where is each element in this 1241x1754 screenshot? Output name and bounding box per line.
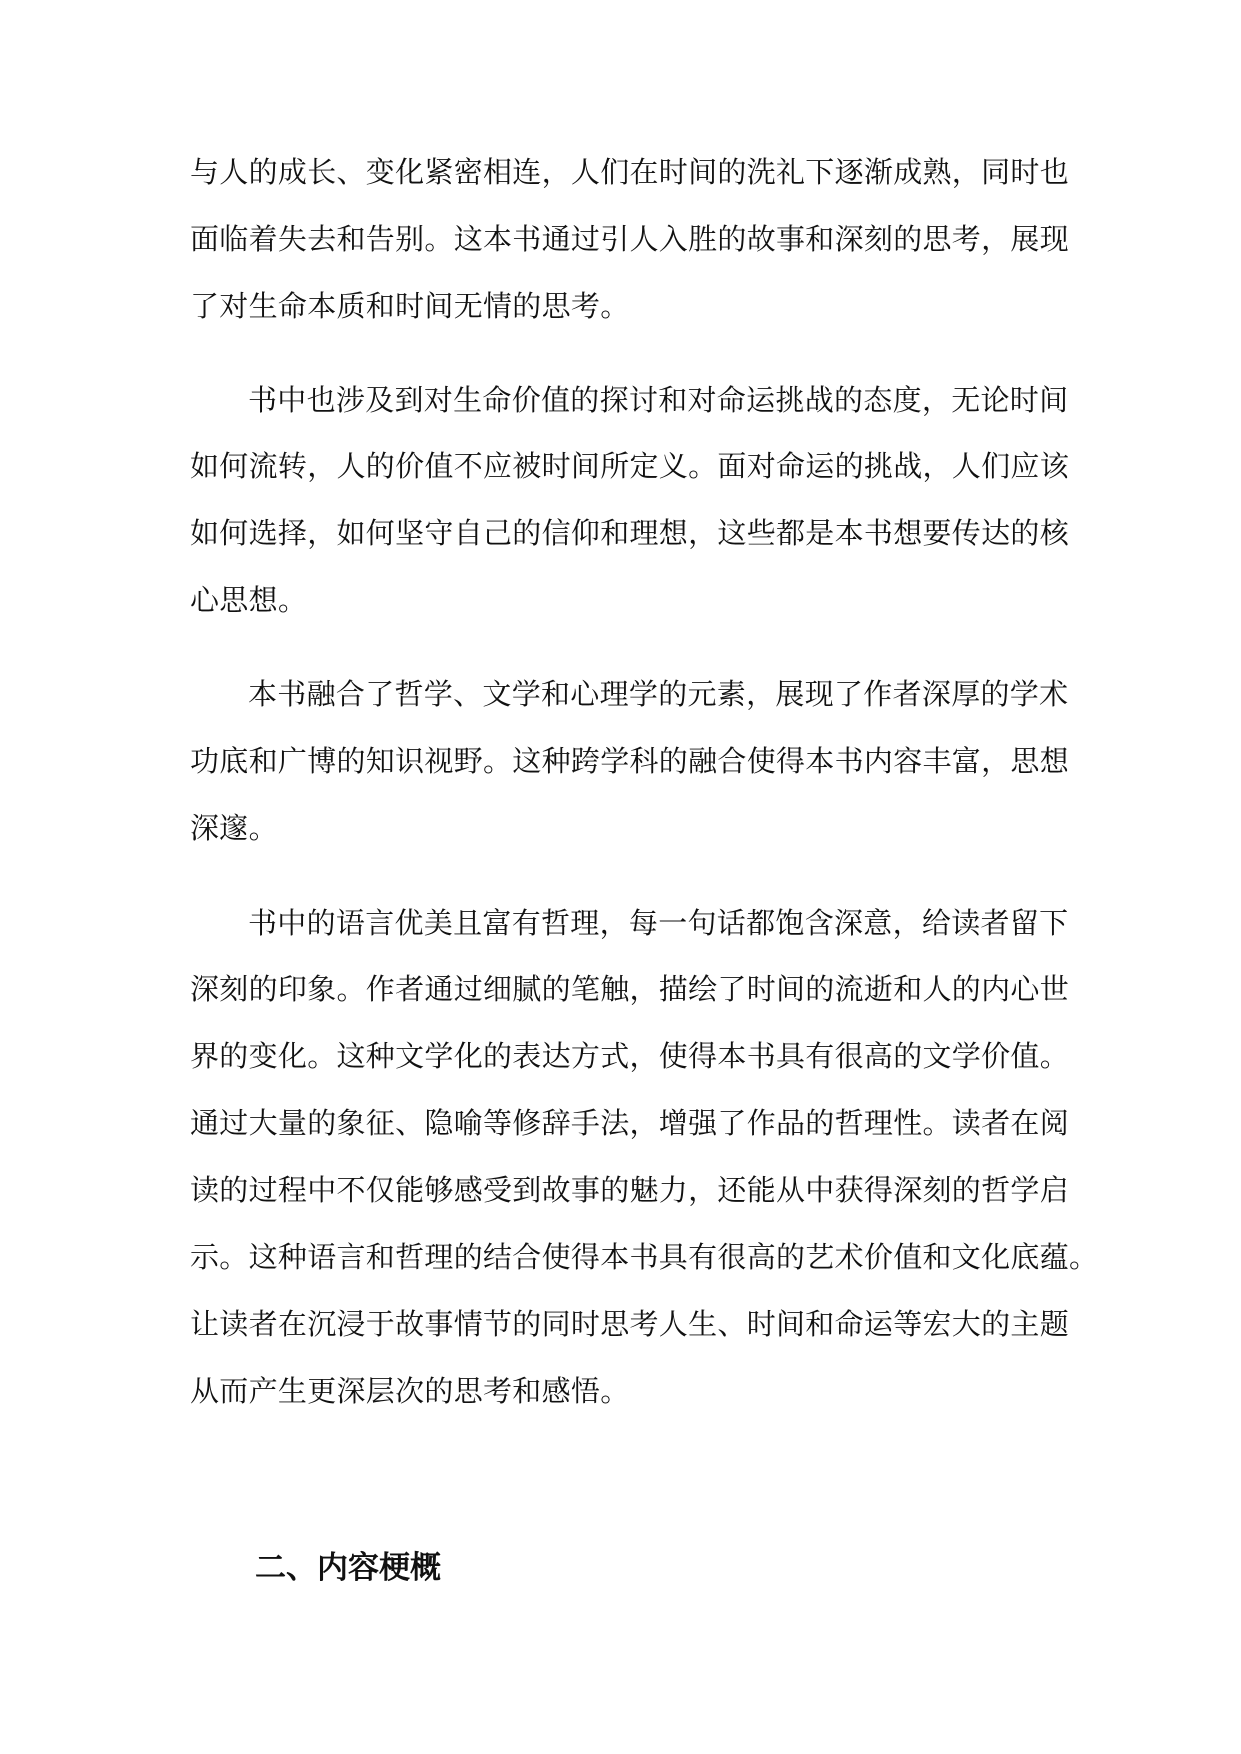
paragraph-2-line-3: 如何选择，如何坚守自己的信仰和理想，这些都是本书想要传达的核 bbox=[190, 516, 1070, 550]
paragraph-3-line-2: 功底和广博的知识视野。这种跨学科的融合使得本书内容丰富，思想 bbox=[190, 744, 1070, 778]
paragraph-2-line-4: 心思想。 bbox=[190, 583, 308, 617]
paragraph-2-line-2: 如何流转，人的价值不应被时间所定义。面对命运的挑战，人们应该 bbox=[190, 449, 1070, 483]
paragraph-4-line-6: 示。这种语言和哲理的结合使得本书具有很高的艺术价值和文化底蕴。 bbox=[190, 1240, 1099, 1274]
paragraph-4-line-8: 从而产生更深层次的思考和感悟。 bbox=[190, 1374, 630, 1408]
section-heading: 二、内容梗概 bbox=[255, 1550, 441, 1586]
paragraph-4-line-4: 通过大量的象征、隐喻等修辞手法，增强了作品的哲理性。读者在阅 bbox=[190, 1106, 1070, 1140]
paragraph-1-line-3: 了对生命本质和时间无情的思考。 bbox=[190, 289, 630, 323]
paragraph-1-line-2: 面临着失去和告别。这本书通过引人入胜的故事和深刻的思考，展现 bbox=[190, 222, 1070, 256]
paragraph-2-line-1: 书中也涉及到对生命价值的探讨和对命运挑战的态度，无论时间 bbox=[248, 383, 1069, 417]
paragraph-4-line-2: 深刻的印象。作者通过细腻的笔触，描绘了时间的流逝和人的内心世 bbox=[190, 972, 1070, 1006]
paragraph-3-line-3: 深邃。 bbox=[190, 811, 278, 845]
paragraph-4-line-5: 读的过程中不仅能够感受到故事的魅力，还能从中获得深刻的哲学启 bbox=[190, 1173, 1070, 1207]
paragraph-3-line-1: 本书融合了哲学、文学和心理学的元素，展现了作者深厚的学术 bbox=[248, 677, 1069, 711]
paragraph-1-line-1: 与人的成长、变化紧密相连，人们在时间的洗礼下逐渐成熟，同时也 bbox=[190, 155, 1070, 189]
paragraph-4-line-1: 书中的语言优美且富有哲理，每一句话都饱含深意，给读者留下 bbox=[248, 906, 1069, 940]
paragraph-4-line-7: 让读者在沉浸于故事情节的同时思考人生、时间和命运等宏大的主题 bbox=[190, 1307, 1070, 1341]
paragraph-4-line-3: 界的变化。这种文学化的表达方式，使得本书具有很高的文学价值。 bbox=[190, 1039, 1070, 1073]
